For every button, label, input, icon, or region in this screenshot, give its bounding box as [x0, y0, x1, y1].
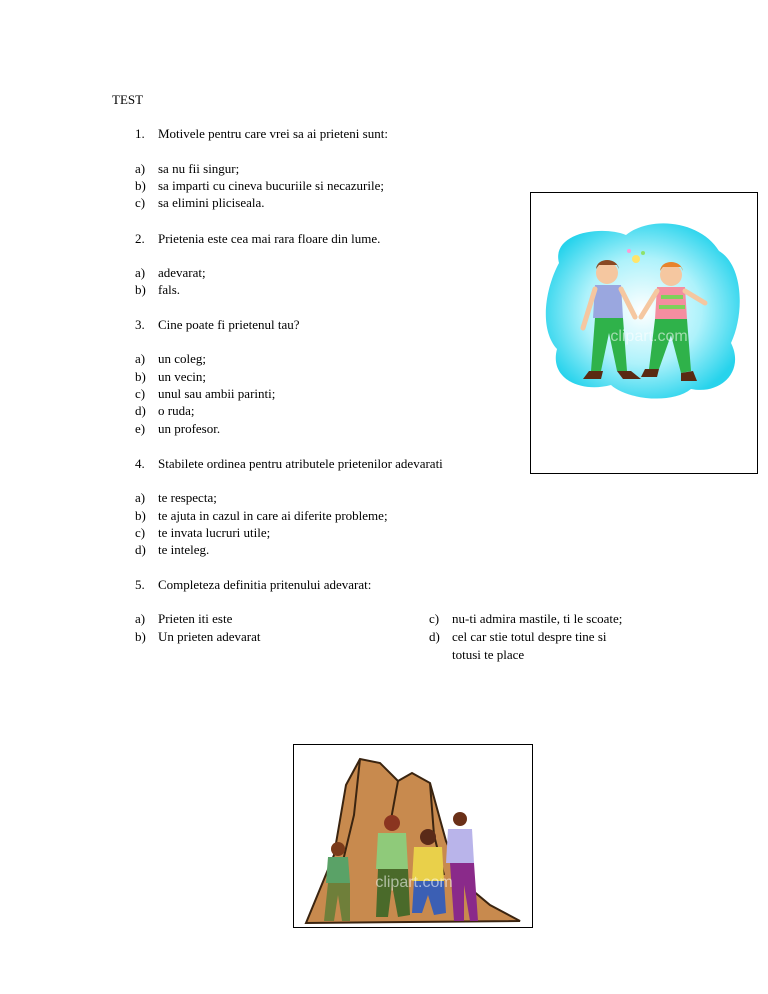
option-text: te inteleg. [158, 542, 210, 557]
watermark: clipart.com [610, 328, 688, 345]
option-text: unul sau ambii parinti; [158, 386, 276, 401]
option-text: sa nu fii singur; [158, 161, 240, 176]
option-label: d) [429, 629, 440, 644]
question-text: Cine poate fi prietenul tau? [158, 317, 300, 332]
climbers-illustration [293, 744, 533, 928]
option-text: fals. [158, 282, 181, 297]
question-text: Completeza definitia pritenului adevarat: [158, 577, 372, 592]
question-text: Prietenia este cea mai rara floare din lume. [158, 231, 381, 246]
option-label: b) [135, 282, 146, 297]
kids-illustration [530, 192, 758, 474]
option-text: sa elimini pliciseala. [158, 195, 265, 210]
watermark: clipart.com [375, 874, 453, 891]
question-text: Stabilete ordinea pentru atributele prietenilor adevarati [158, 456, 443, 471]
option-text: te respecta; [158, 490, 217, 505]
option-label: a) [135, 490, 146, 505]
option-text: Prieten iti este [158, 611, 233, 626]
option-text: un profesor. [158, 421, 221, 436]
question-number: 3. [135, 317, 145, 332]
option-label: b) [135, 369, 146, 384]
option-text: cel car stie totul despre tine si [452, 629, 607, 644]
option-label: c) [135, 386, 146, 401]
question-number: 4. [135, 456, 145, 471]
option-label: c) [135, 525, 146, 540]
question-number: 2. [135, 231, 145, 246]
option-text: nu-ti admira mastile, ti le scoate; [452, 611, 623, 626]
option-label: c) [135, 195, 146, 210]
question-text: Motivele pentru care vrei sa ai prieteni sunt: [158, 126, 388, 141]
option-label: a) [135, 611, 146, 626]
option-label: d) [135, 542, 146, 557]
option-label: a) [135, 351, 146, 366]
question-number: 5. [135, 577, 145, 592]
option-text: te ajuta in cazul in care ai diferite probleme; [158, 508, 388, 523]
option-label: b) [135, 629, 146, 644]
option-text: sa imparti cu cineva bucuriile si necazurile; [158, 178, 384, 193]
option-text: o ruda; [158, 403, 195, 418]
question-number: 1. [135, 126, 145, 141]
option-label: a) [135, 161, 146, 176]
option-text: adevarat; [158, 265, 206, 280]
friends-walking-icon [531, 193, 757, 473]
option-label: a) [135, 265, 146, 280]
option-text: un vecin; [158, 369, 207, 384]
option-label: c) [429, 611, 440, 626]
test-title: TEST [112, 92, 144, 107]
mountain-climbers-icon [294, 745, 532, 927]
option-text: te invata lucruri utile; [158, 525, 271, 540]
option-text-continued: totusi te place [452, 647, 525, 662]
option-text: un coleg; [158, 351, 207, 366]
option-label: e) [135, 421, 146, 436]
option-label: d) [135, 403, 146, 418]
option-text: Un prieten adevarat [158, 629, 261, 644]
option-label: b) [135, 508, 146, 523]
option-label: b) [135, 178, 146, 193]
